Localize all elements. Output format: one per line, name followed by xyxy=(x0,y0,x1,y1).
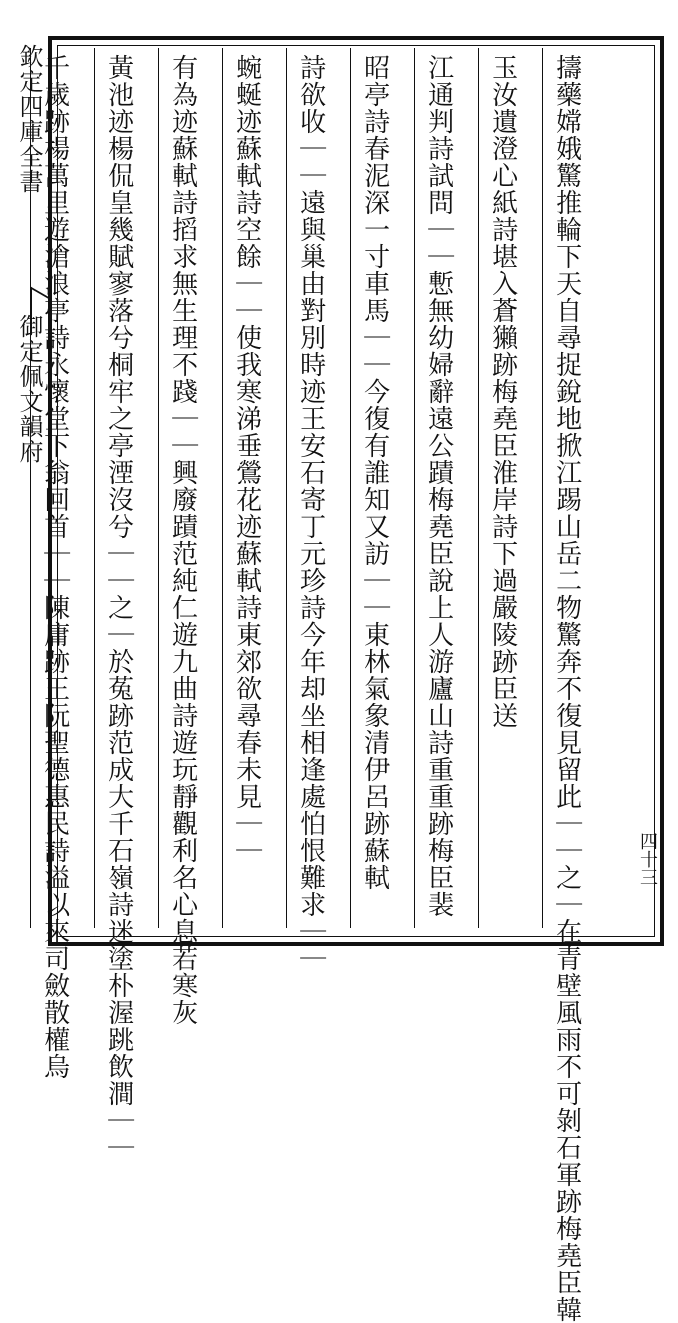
book-title: 欽定四庫全書 xyxy=(15,44,43,194)
column-text-9: 千歲跡楊萬里遊滄浪亭詩永懷堂下翁回首｜｜陳庸跡王阮聖德惠民詩溢以來司斂散權烏 xyxy=(39,54,70,1080)
text-column-2 xyxy=(478,48,544,928)
text-column-9 xyxy=(30,48,96,1080)
text-column-4 xyxy=(350,48,416,928)
page-number: 四十三 xyxy=(637,832,658,886)
text-columns xyxy=(39,48,608,1323)
text-column-7 xyxy=(158,48,224,1026)
column-text-5: 詩欲收｜｜遠與巢由對別時迹王安石寄丁元珍詩今年却坐相逢處怕恨難求｜｜ xyxy=(295,54,326,972)
section-title: 御定佩文韻府 xyxy=(15,314,43,464)
text-column-1 xyxy=(542,48,608,1323)
column-text-3: 江通判詩試問｜｜慙無幼婦辭遠公蹟梅堯臣說上人游廬山詩重重跡梅臣裴 xyxy=(423,54,454,918)
column-text-4: 昭亭詩春泥深一寸車馬｜｜今復有誰知又訪｜｜東林氣象清伊呂跡蘇軾 xyxy=(359,54,390,891)
text-column-3 xyxy=(414,48,480,928)
text-column-6 xyxy=(222,48,288,928)
column-text-8: 黃池迹楊侃皇幾賦寥落兮桐牢之亭湮沒兮｜｜之｜於菟跡范成大千石嶺詩迷塗朴渥跳飲澗｜｜ xyxy=(103,54,134,1161)
text-column-5 xyxy=(286,48,352,972)
column-text-7: 有為迹蘇軾詩搯求無生理不踐｜｜興廢蹟范純仁遊九曲詩遊玩靜觀利名心息若寒灰 xyxy=(167,54,198,1026)
column-text-2: 玉汝遺澄心紙詩堪入蒼獺跡梅堯臣淮岸詩下過嚴陵跡臣送 xyxy=(487,54,518,729)
column-text-6: 蜿蜒迹蘇軾詩空餘｜｜使我寒涕垂鶯花迹蘇軾詩東郊欲尋春未見｜｜ xyxy=(231,54,262,864)
column-text-1: 擣藥嫦娥驚推輪下天自尋捉銳地掀江踢山岳二物驚奔不復見留此｜｜之｜在青壁風雨不可剝石軍跡梅堯臣韓 xyxy=(551,54,582,1323)
text-column-8 xyxy=(94,48,160,1161)
